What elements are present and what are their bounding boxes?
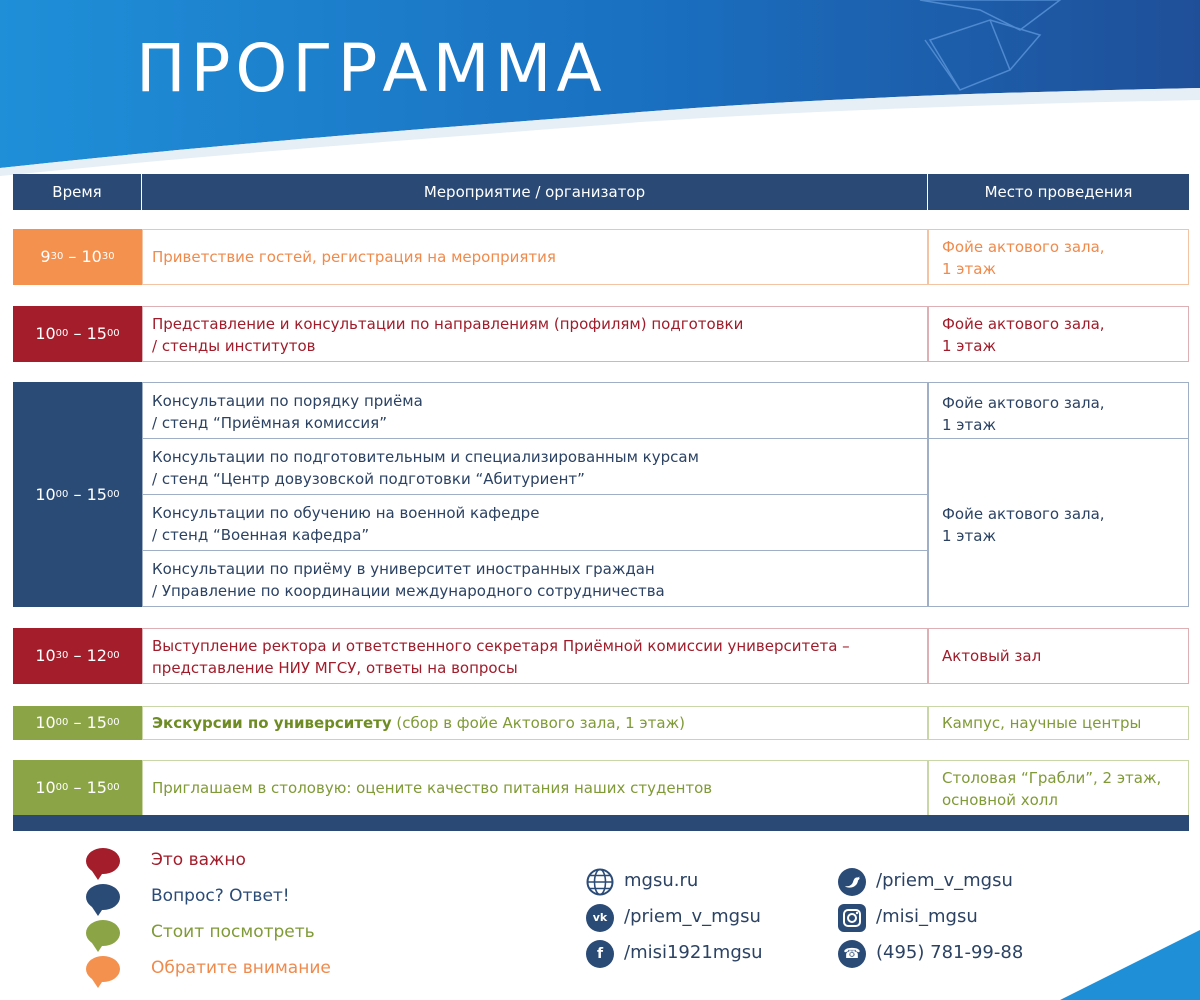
globe-icon <box>586 868 614 896</box>
sub-event-cell: Консультации по подготовительным и специализированным курсам / стенд “Центр довузовской подготовки “Абитуриент” <box>142 438 928 495</box>
place-cell: Фойе актового зала, 1 этаж <box>928 229 1189 285</box>
speech-bubble-icon <box>86 884 120 910</box>
header-time: Время <box>13 174 142 210</box>
place-cell: Столовая “Грабли”, 2 этаж, основной холл <box>928 760 1189 816</box>
table-row <box>13 706 1189 740</box>
event-cell: Экскурсии по университету (сбор в фойе Актового зала, 1 этаж) <box>142 706 928 740</box>
header-event: Мероприятие / организатор <box>142 174 928 210</box>
event-cell: Приглашаем в столовую: оцените качество питания наших студентов <box>142 760 928 816</box>
sub-event-cell: Консультации по обучению на военной кафедре / стенд “Военная кафедра” <box>142 494 928 551</box>
time-cell: 9 30 – 10 30 <box>13 229 142 285</box>
place-cell: Актовый зал <box>928 628 1189 684</box>
time-cell: 10 30 – 12 00 <box>13 628 142 684</box>
place-cell: Фойе актового зала, 1 этаж <box>928 438 1189 607</box>
page-title: ПРОГРАММА <box>136 30 607 107</box>
phone-icon: ☎ <box>838 940 866 968</box>
speech-bubble-icon <box>86 848 120 874</box>
table-row <box>13 628 1189 684</box>
table-footer-bar <box>13 815 1189 831</box>
time-cell: 10 00 – 15 00 <box>13 382 142 607</box>
table-header <box>13 174 1189 210</box>
table-row <box>13 229 1189 285</box>
table-row <box>13 306 1189 362</box>
twitter-icon <box>838 868 866 896</box>
speech-bubble-icon <box>86 956 120 982</box>
table-row <box>13 382 1189 607</box>
event-cell: Представление и консультации по направлениям (профилям) подготовки / стенды институтов <box>142 306 928 362</box>
time-cell: 10 00 – 15 00 <box>13 306 142 362</box>
speech-bubble-icon <box>86 920 120 946</box>
sub-event-cell: Консультации по порядку приёма / стенд “Приёмная комиссия” <box>142 382 928 439</box>
event-cell: Выступление ректора и ответственного секретаря Приёмной комиссии университета – представление НИУ МГСУ, ответы на вопросы <box>142 628 928 684</box>
place-cell: Кампус, научные центры <box>928 706 1189 740</box>
vk-icon: vk <box>586 904 614 932</box>
table-row <box>13 760 1189 816</box>
time-cell: 10 00 – 15 00 <box>13 760 142 816</box>
sub-event-cell: Консультации по приёму в университет иностранных граждан / Управление по координации международного сотрудничества <box>142 550 928 607</box>
facebook-icon: f <box>586 940 614 968</box>
corner-decoration <box>1060 920 1200 1000</box>
place-cell: Фойе актового зала, 1 этаж <box>928 306 1189 362</box>
instagram-icon <box>838 904 866 932</box>
time-cell: 10 00 – 15 00 <box>13 706 142 740</box>
event-cell: Приветствие гостей, регистрация на мероприятия <box>142 229 928 285</box>
header-place: Место проведения <box>984 183 1133 201</box>
place-cell: Фойе актового зала, 1 этаж <box>928 382 1189 439</box>
